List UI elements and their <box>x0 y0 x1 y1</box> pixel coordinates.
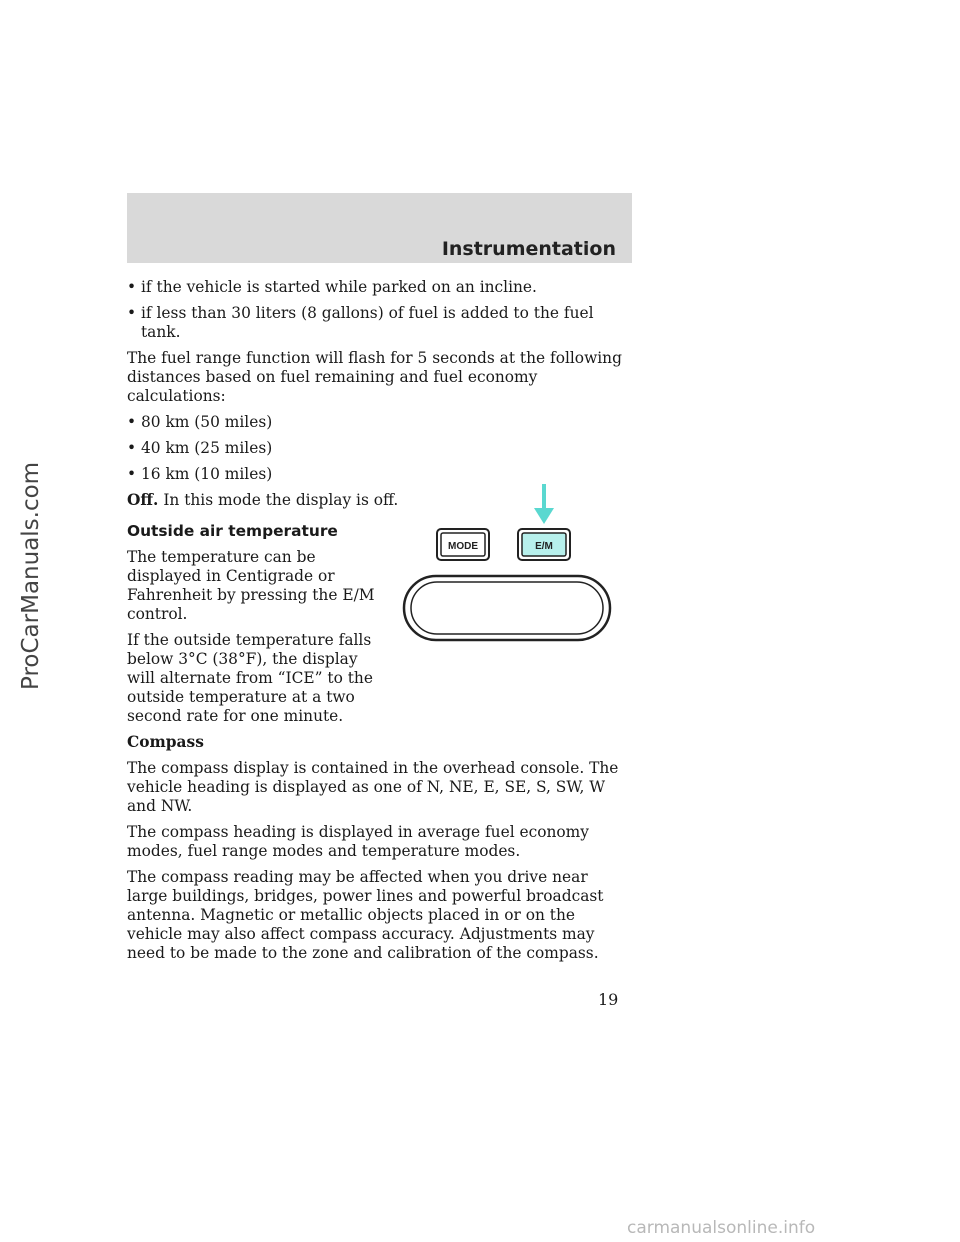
outside-air-para1: The temperature can be displayed in Centigrade or Fahrenheit by pressing the E/M control. <box>127 548 375 623</box>
overhead-console-illustration <box>400 480 615 645</box>
page-number: 19 <box>598 990 619 1009</box>
list-item <box>127 439 632 458</box>
outside-air-heading: Outside air temperature <box>127 522 338 540</box>
off-mode-label: Off. <box>127 491 159 509</box>
bullet-text: if the vehicle is started while parked on an incline. <box>141 278 537 296</box>
bullet-text: 40 km (25 miles) <box>141 439 273 457</box>
em-button-label: E/M <box>535 541 553 552</box>
arrow-down-icon <box>534 508 554 524</box>
bullet-icon: • <box>127 439 137 457</box>
compass-heading: Compass <box>127 733 204 751</box>
section-title: Instrumentation <box>441 238 616 260</box>
bullet-icon: • <box>127 465 137 483</box>
bullet-text: 16 km (10 miles) <box>141 465 273 483</box>
compass-para1: The compass display is contained in the overhead console. The vehicle heading is displayed as one of N, NE, E, SE, S, SW, W and NW. <box>127 759 619 815</box>
bullet-icon: • <box>127 278 137 296</box>
outside-air-para2: If the outside temperature falls below 3°C (38°F), the display will alternate from “ICE” to the outside temperature at a two second rate for one minute. <box>127 631 373 725</box>
list-item <box>127 413 632 432</box>
footer-watermark: carmanualsonline.info <box>627 1218 816 1238</box>
off-mode-text: In this mode the display is off. <box>163 491 399 509</box>
arrow-shaft <box>542 484 546 508</box>
side-watermark: ProCarManuals.com <box>18 461 44 690</box>
section-header <box>127 193 632 263</box>
compass-para2: The compass heading is displayed in average fuel economy modes, fuel range modes and temperature modes. <box>127 823 589 860</box>
list-item <box>127 278 632 297</box>
display-screen <box>411 582 603 634</box>
compass-para3: The compass reading may be affected when you drive near large buildings, bridges, power lines and powerful broadcast antenna. Magnetic or metallic objects placed in or on the vehicle may also affect compass accuracy. Adjustments may need to be made to the zone and calibration of the compass. <box>127 868 604 962</box>
list-item <box>127 304 632 342</box>
fuel-range-intro: The fuel range function will flash for 5 seconds at the following distances based on fuel remaining and fuel economy calculations: <box>127 349 622 405</box>
bullet-text: if less than 30 liters (8 gallons) of fuel is added to the fuel tank. <box>141 304 594 341</box>
bullet-text: 80 km (50 miles) <box>141 413 273 431</box>
bullet-icon: • <box>127 304 137 322</box>
bullet-icon: • <box>127 413 137 431</box>
mode-button-label: MODE <box>448 541 478 552</box>
